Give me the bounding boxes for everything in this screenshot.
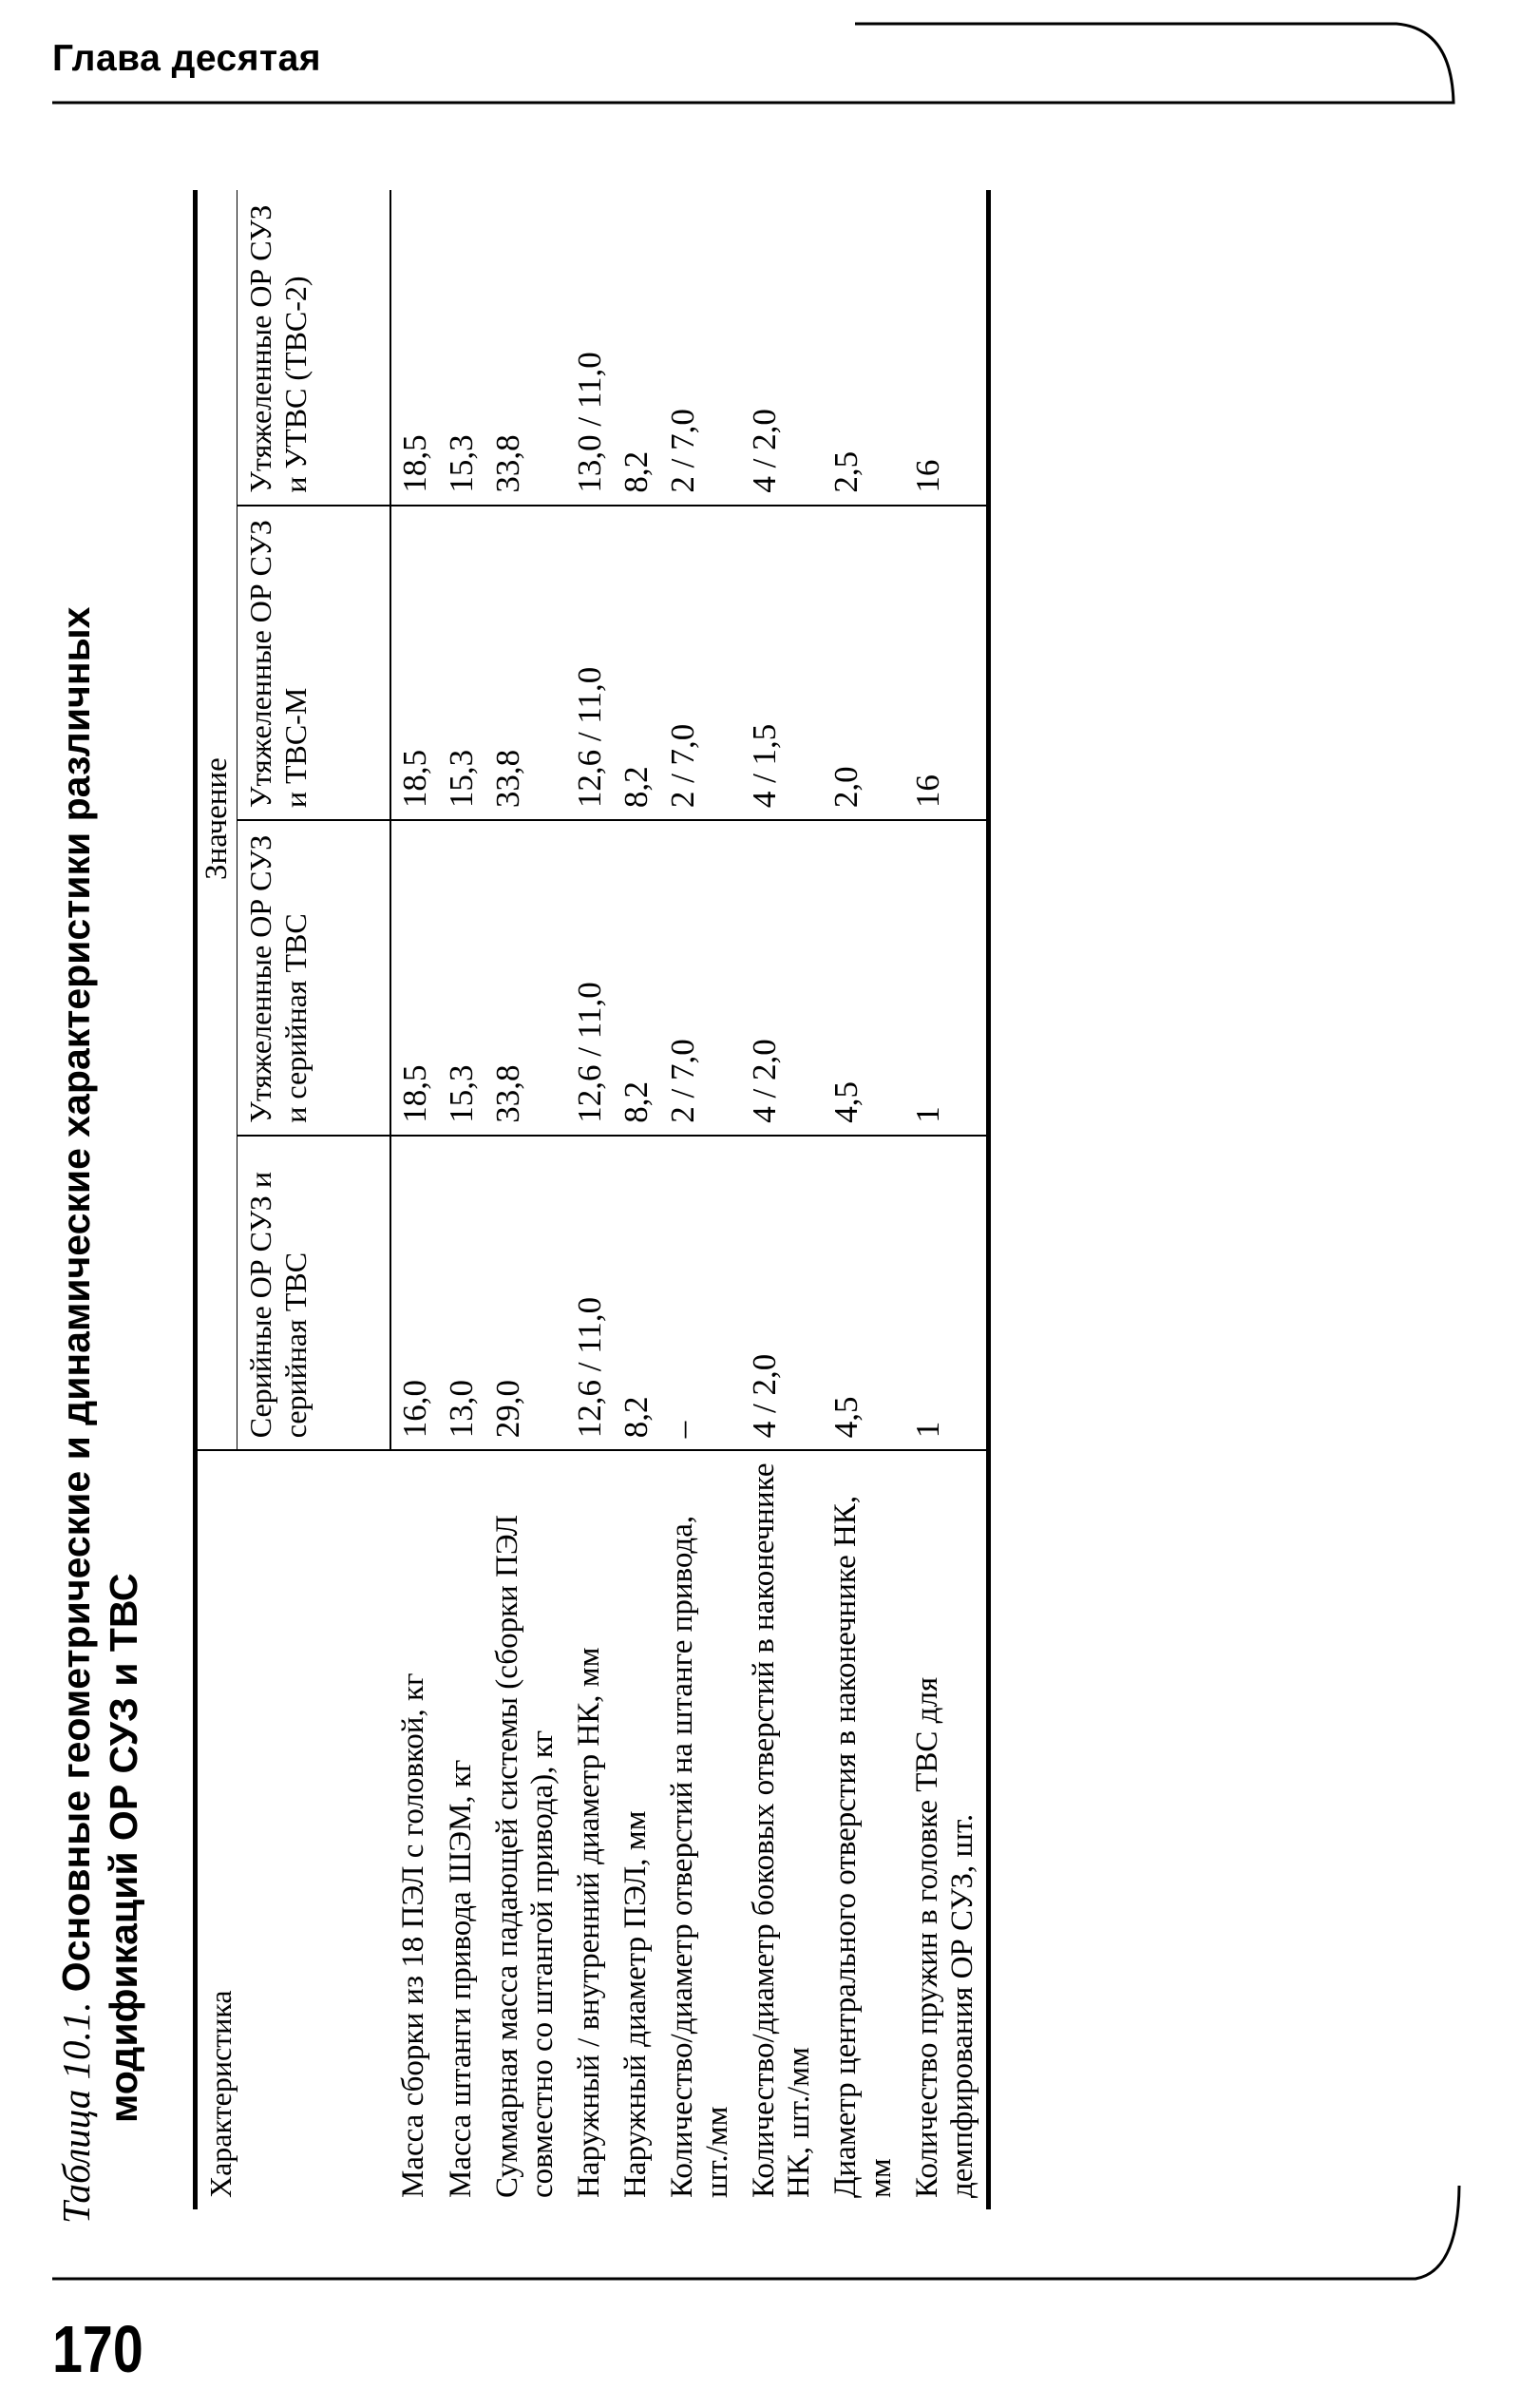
cell-value: 15,3 (438, 506, 484, 821)
cell-value: 15,3 (438, 820, 484, 1136)
cell-value: 16,0 (390, 1136, 438, 1451)
cell-value: 4 / 2,0 (741, 1136, 823, 1451)
cell-value: 16 (904, 506, 989, 821)
cell-value: 8,2 (613, 506, 659, 821)
page-number: 170 (52, 2312, 143, 2386)
row-label: Диаметр центрального отверстия в наконечнике НК, мм (828, 1495, 898, 2198)
cell-value: 15,3 (438, 190, 484, 506)
cell-value: 4,5 (823, 820, 904, 1136)
table-row (438, 190, 484, 2209)
rotated-table-page (52, 181, 1458, 2224)
cell-value: 33,8 (484, 506, 566, 821)
cell-value: 12,6 / 11,0 (566, 506, 613, 821)
cell-value: 1 (904, 1136, 989, 1451)
table-row (390, 190, 438, 2209)
cell-value: 13,0 / 11,0 (566, 190, 613, 506)
table-row (823, 190, 904, 2209)
cell-value: 8,2 (613, 190, 659, 506)
cell-value: 18,5 (390, 820, 438, 1136)
row-label: Суммарная масса падающей системы (сборки ПЭЛ совместно со штангой привода), кг (490, 1515, 560, 2198)
row-label: Количество/диаметр боковых отверстий в наконечнике НК, шт./мм (747, 1462, 816, 2198)
cell-value: 2 / 7,0 (659, 190, 741, 506)
col-header-characteristic: Характеристика (203, 1990, 238, 2198)
caption-prefix: Таблица 10.1. (54, 2001, 98, 2224)
table-row (566, 190, 613, 2209)
cell-value: 4 / 2,0 (741, 820, 823, 1136)
cell-value: 29,0 (484, 1136, 566, 1451)
cell-value: 33,8 (484, 820, 566, 1136)
row-label: Наружный / внутренний диаметр НК, мм (572, 1647, 606, 2198)
table-caption (52, 181, 204, 2224)
table-row (484, 190, 566, 2209)
table-row (904, 190, 989, 2209)
cell-value: 4 / 2,0 (741, 190, 823, 506)
table-row (741, 190, 823, 2209)
cell-value: 12,6 / 11,0 (566, 1136, 613, 1451)
cell-value: 4,5 (823, 1136, 904, 1451)
header-rule (0, 0, 1520, 124)
cell-value: 2,5 (823, 190, 904, 506)
cell-value: 2 / 7,0 (659, 820, 741, 1136)
cell-value: 2 / 7,0 (659, 506, 741, 821)
cell-value: 8,2 (613, 1136, 659, 1451)
cell-value: 18,5 (390, 190, 438, 506)
row-label: Наружный диаметр ПЭЛ, мм (618, 1810, 653, 2198)
table-body (390, 190, 989, 2209)
characteristics-table (193, 190, 991, 2209)
cell-value: 2,0 (823, 506, 904, 821)
col-header-1: Серийные ОР СУЗ и серийная ТВС (238, 1136, 391, 1451)
table-row (659, 190, 741, 2209)
cell-value: 4 / 1,5 (741, 506, 823, 821)
cell-value: 13,0 (438, 1136, 484, 1451)
chapter-header: Глава десятая (52, 38, 322, 79)
caption-title-line1: Основные геометрические и динамические характеристики различных (54, 606, 98, 1993)
col-header-4: Утяжеленные ОР СУЗ и УТВС (ТВС-2) (238, 190, 391, 506)
caption-title-line2: модификаций ОР СУЗ и ТВС (102, 1573, 145, 2123)
col-header-2: Утяжеленные ОР СУЗ и серийная ТВС (238, 820, 391, 1136)
row-label: Количество пружин в головке ТВС для демпфирования ОР СУЗ, шт. (904, 1450, 989, 2209)
cell-value: 18,5 (390, 506, 438, 821)
cell-value: 33,8 (484, 190, 566, 506)
group-header-value: Значение (196, 190, 238, 1450)
cell-value: 16 (904, 190, 989, 506)
row-label: Масса штанги привода ШЭМ, кг (444, 1759, 478, 2198)
cell-value: 1 (904, 820, 989, 1136)
table-row (613, 190, 659, 2209)
cell-value: 8,2 (613, 820, 659, 1136)
col-header-3: Утяжеленные ОР СУЗ и ТВС-М (238, 506, 391, 821)
cell-value: – (659, 1136, 741, 1451)
row-label: Масса сборки из 18 ПЭЛ с головкой, кг (396, 1672, 430, 2198)
row-label: Количество/диаметр отверстий на штанге привода, шт./мм (665, 1515, 734, 2198)
cell-value: 12,6 / 11,0 (566, 820, 613, 1136)
